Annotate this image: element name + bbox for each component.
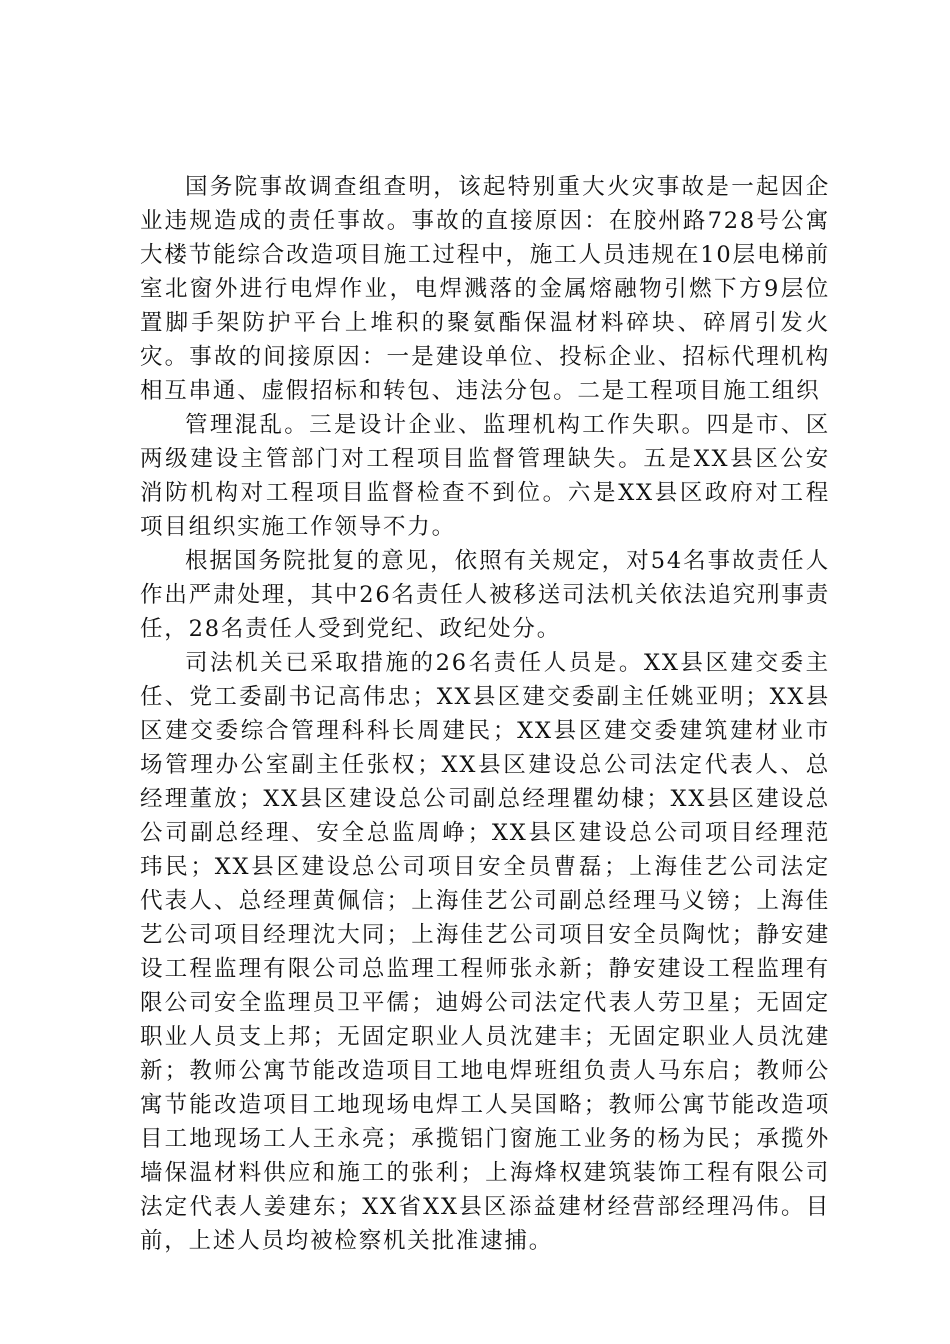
paragraph-1: 国务院事故调查组查明，该起特别重大火灾事故是一起因企业违规造成的责任事故。事故的直接原因：在胶州路728号公寓大楼节能综合改造项目施工过程中，施工人员违规在10层电梯前室北窗外进行电焊作业，电焊溅落的金属熔融物引燃下方9层位置脚手架防护平台上堆积的聚氨酯保温材料碎块、碎屑引发火灾。事故的间接原因：一是建设单位、投标企业、招标代理机构相互串通、虚假招标和转包、违法分包。二是工程项目施工组织 [140, 174, 830, 404]
document-body [140, 170, 830, 1258]
paragraph-4: 司法机关已采取措施的26名责任人员是。XX县区建交委主任、党工委副书记高伟忠；XX县区建交委副主任姚亚明；XX县区建交委综合管理科科长周建民；XX县区建交委建筑建材业市场管理办公室副主任张权；XX县区建设总公司法定代表人、总经理董放；XX县区建设总公司副总经理瞿幼棣；XX县区建设总公司副总经理、安全总监周峥；XX县区建设总公司项目经理范玮民；XX县区建设总公司项目安全员曹磊；上海佳艺公司法定代表人、总经理黄佩信；上海佳艺公司副总经理马义镑；上海佳艺公司项目经理沈大同；上海佳艺公司项目安全员陶忱；静安建设工程监理有限公司总监理工程师张永新；静安建设工程监理有限公司安全监理员卫平儒；迪姆公司法定代表人劳卫星；无固定职业人员支上邦；无固定职业人员沈建丰；无固定职业人员沈建新；教师公寓节能改造项目工地电焊班组负责人马东启；教师公寓节能改造项目工地现场电焊工人吴国略；教师公寓节能改造项目工地现场工人王永亮；承揽铝门窗施工业务的杨为民；承揽外墙保温材料供应和施工的张利；上海烽权建筑装饰工程有限公司法定代表人姜建东；XX省XX县区添益建材经营部经理冯伟。目前，上述人员均被检察机关批准逮捕。 [140, 650, 830, 1254]
paragraph-2: 管理混乱。三是设计企业、监理机构工作失职。四是市、区两级建设主管部门对工程项目监督管理缺失。五是XX县区公安消防机构对工程项目监督检查不到位。六是XX县区政府对工程项目组织实施工作领导不力。 [140, 412, 830, 540]
paragraph-3: 根据国务院批复的意见，依照有关规定，对54名事故责任人作出严肃处理，其中26名责任人被移送司法机关依法追究刑事责任，28名责任人受到党纪、政纪处分。 [140, 548, 830, 642]
